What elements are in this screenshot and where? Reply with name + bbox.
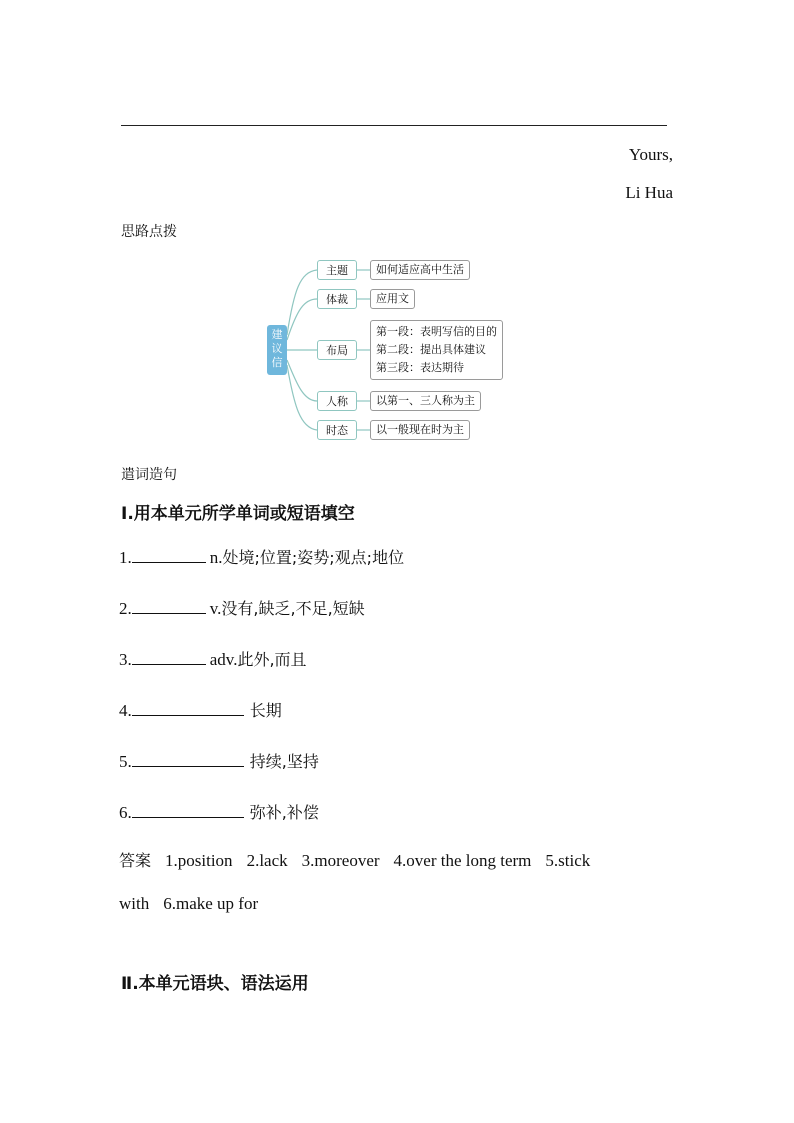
item-meaning: 长期 <box>249 701 282 720</box>
answer-blank[interactable] <box>132 701 244 716</box>
branch-theme-key: 主题 <box>317 260 357 280</box>
branch-person-key: 人称 <box>317 391 357 411</box>
part2-title: Ⅱ.本单元语块、语法运用 <box>121 974 309 994</box>
word-practice-heading: 遣词造句 <box>121 467 177 483</box>
fill-item-5 <box>119 749 319 772</box>
fill-item-4 <box>119 698 282 721</box>
letter-signature: Li Hua <box>625 183 673 202</box>
answer-item: 2.lack <box>246 851 288 870</box>
item-meaning: 处境;位置;姿势;观点;地位 <box>222 548 405 567</box>
connector-theme <box>287 270 317 335</box>
item-number: 3. <box>119 650 132 669</box>
answer-label: 答案 <box>119 851 152 870</box>
item-meaning: 弥补,补偿 <box>249 803 319 822</box>
connector-genre <box>287 299 317 340</box>
branch-tense-key: 时态 <box>317 420 357 440</box>
branch-genre-value: 应用文 <box>370 289 415 309</box>
item-number: 1. <box>119 548 132 567</box>
branch-layout-value: 第一段：表明写信的目的 第二段：提出具体建议 第三段：表达期待 <box>370 320 503 380</box>
branch-tense-value: 以一般现在时为主 <box>370 420 470 440</box>
fill-item-3 <box>119 647 307 670</box>
branch-theme-value: 如何适应高中生活 <box>370 260 470 280</box>
answer-blank[interactable] <box>132 650 206 665</box>
fill-item-2 <box>119 596 365 619</box>
answer-item: 4.over the long term <box>393 851 532 870</box>
connector-person <box>287 360 317 401</box>
answer-item: 6.make up for <box>163 894 259 913</box>
answer-item: 3.moreover <box>301 851 380 870</box>
answer-blank[interactable] <box>132 803 244 818</box>
root-label: 建议信 <box>271 328 283 369</box>
branch-layout-key: 布局 <box>317 340 357 360</box>
letter-closing: Yours, <box>628 145 673 164</box>
answer-blank[interactable] <box>132 548 206 563</box>
answer-key <box>119 839 679 925</box>
item-number: 5. <box>119 752 132 771</box>
mind-map-root <box>267 325 287 375</box>
item-meaning: 持续,坚持 <box>249 752 319 771</box>
item-number: 4. <box>119 701 132 720</box>
thinking-guide-heading: 思路点拨 <box>121 224 177 240</box>
answer-item: 5.stick with <box>119 851 591 913</box>
item-number: 2. <box>119 599 132 618</box>
branch-person-value: 以第一、三人称为主 <box>370 391 481 411</box>
branch-genre-key: 体裁 <box>317 289 357 309</box>
item-meaning: 此外,而且 <box>237 650 307 669</box>
connector-tense <box>287 365 317 430</box>
fill-item-6 <box>119 800 319 823</box>
part-of-speech: n. <box>209 548 223 567</box>
answer-blank[interactable] <box>132 752 244 767</box>
fill-item-1 <box>119 545 404 568</box>
answer-item: 1.position <box>165 851 233 870</box>
part1-title: Ⅰ.用本单元所学单词或短语填空 <box>121 504 355 524</box>
part-of-speech: adv. <box>209 650 238 669</box>
mind-map <box>262 255 532 445</box>
answer-line <box>121 125 667 126</box>
item-number: 6. <box>119 803 132 822</box>
item-meaning: 没有,缺乏,不足,短缺 <box>221 599 365 618</box>
answer-blank[interactable] <box>132 599 206 614</box>
part-of-speech: v. <box>209 599 222 618</box>
